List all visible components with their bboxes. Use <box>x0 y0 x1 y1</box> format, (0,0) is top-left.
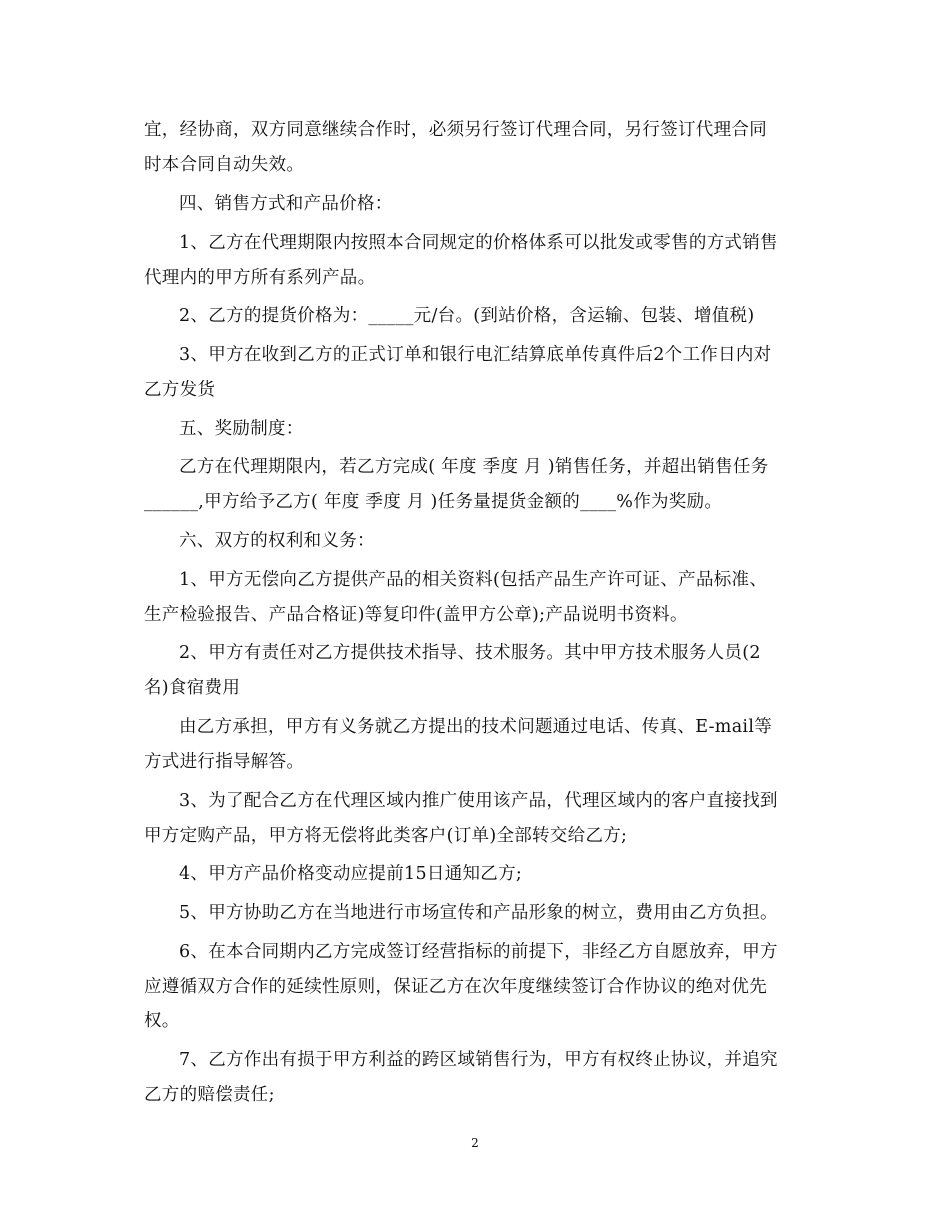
text-line: 权。 <box>144 1011 180 1031</box>
text-line: 方式进行指导解答。 <box>144 752 305 772</box>
text-line: 1、乙方在代理期限内按照本合同规定的价格体系可以批发或零售的方式销售 <box>179 233 778 253</box>
text-line: 3、为了配合乙方在代理区域内推广使用该产品，代理区域内的客户直接找到 <box>179 791 778 811</box>
text-line: 乙方在代理期限内，若乙方完成( 年度 季度 月 )销售任务，并超出销售任务 <box>179 457 769 477</box>
text-line: 生产检验报告、产品合格证)等复印件(盖甲方公章);产品说明书资料。 <box>144 605 688 625</box>
text-line: 甲方定购产品，甲方将无偿将此类客户(订单)全部转交给乙方; <box>144 826 628 846</box>
text-line: 乙方发货 <box>144 380 216 400</box>
text-line: 应遵循双方合作的延续性原则，保证乙方在次年度继续签订合作协议的绝对优先 <box>144 977 767 997</box>
section-heading: 六、双方的权利和义务： <box>179 531 375 551</box>
text-line: 1、甲方无偿向乙方提供产品的相关资料(包括产品生产许可证、产品标准、 <box>179 570 768 590</box>
text-line: 7、乙方作出有损于甲方利益的跨区域销售行为，甲方有权终止协议，并追究 <box>179 1050 778 1070</box>
text-line: 2、乙方的提货价格为：_____元/台。(到站价格，含运输、包装、增值税) <box>179 306 755 326</box>
text-line: 宜，经协商，双方同意继续合作时，必须另行签订代理合同，另行签订代理合同 <box>144 120 767 140</box>
page-number: 2 <box>471 1136 479 1150</box>
text-line: 3、甲方在收到乙方的正式订单和银行电汇结算底单传真件后2个工作日内对 <box>179 345 772 365</box>
text-line: 名)食宿费用 <box>144 678 241 698</box>
text-line: 4、甲方产品价格变动应提前15日通知乙方; <box>179 864 523 884</box>
text-line: 6、在本合同期内乙方完成签订经营指标的前提下，非经乙方自愿放弃，甲方 <box>179 942 778 962</box>
text-line: 2、甲方有责任对乙方提供技术指导、技术服务。其中甲方技术服务人员(2 <box>179 643 761 663</box>
section-heading: 五、奖励制度： <box>179 419 304 439</box>
section-heading: 四、销售方式和产品价格： <box>179 194 393 214</box>
text-line: 5、甲方协助乙方在当地进行市场宣传和产品形象的树立，费用由乙方负担。 <box>179 903 778 923</box>
text-line: 时本合同自动失效。 <box>144 155 305 175</box>
text-line: 代理内的甲方所有系列产品。 <box>144 268 376 288</box>
text-line: 由乙方承担，甲方有义务就乙方提出的技术问题通过电话、传真、E-mail等 <box>179 717 773 737</box>
text-line: 乙方的赔偿责任; <box>144 1085 275 1105</box>
text-line: ______,甲方给予乙方( 年度 季度 月 )任务量提货金额的____%作为奖励。 <box>144 492 723 512</box>
